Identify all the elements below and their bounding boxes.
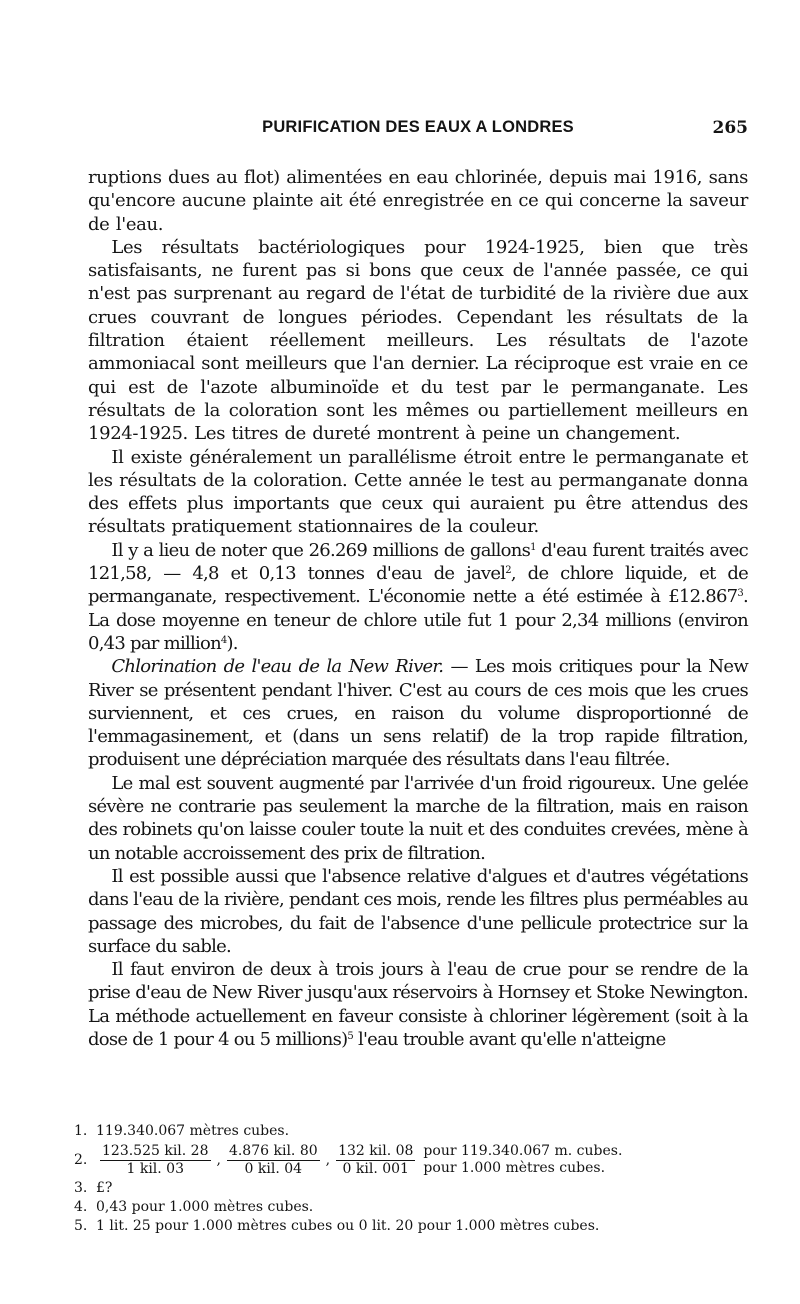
fraction-units	[423, 1143, 622, 1177]
units-upper: pour 119.340.067 m. cubes.	[423, 1143, 623, 1159]
footnote-number: 2.	[74, 1151, 88, 1168]
fraction-denominator: 1 kil. 03	[126, 1160, 184, 1177]
fraction-numerator: 132 kil. 08	[338, 1142, 414, 1159]
paragraph-7: Il est possible aussi que l'absence relative d'algues et d'autres végétations dans l'eau de la rivière, pendant ces mois, rende les filtres plus perméables au passage des microbes, du fait de l'absence d'une pellicule protectrice sur la surface du sable.	[88, 865, 748, 957]
footnote-number: 4.	[74, 1199, 88, 1215]
comma-separator: ,	[325, 1151, 331, 1168]
units-lower: pour 1.000 mètres cubes.	[423, 1160, 606, 1176]
fraction-denominator: 0 kil. 001	[342, 1160, 409, 1177]
paragraph-4-text-c: , de chlore liquide, et de permanganate, respectivement. L'économie nette a été estimée à £12.867	[88, 563, 748, 608]
footnote-text: 1 lit. 25 pour 1.000 mètres cubes ou 0 lit. 20 pour 1.000 mètres cubes.	[96, 1218, 600, 1234]
paragraph-2: Les résultats bactériologiques pour 1924-1925, bien que très satisfaisants, ne furent pas si bons que ceux de l'année passée, ce qui n'est pas surprenant au regard de l'état de turbidité de la rivière due aux crues couvrant de longues périodes. Cependant les résultats de la filtration étaient réellement meilleurs. Les résultats de l'azote ammoniacal sont meilleurs que l'an dernier. La réciproque est vraie en ce qui est de l'azote albuminoïde et du test par le permanganate. Les résultats de la coloration sont les mêmes ou partiellement meilleurs en 1924-1925. Les titres de dureté montrent à peine un changement.	[88, 236, 748, 445]
footnote-text: £?	[96, 1180, 113, 1196]
running-title: PURIFICATION DES EAUX A LONDRES	[262, 118, 574, 136]
paragraph-8	[88, 958, 748, 1051]
paragraph-3: Il existe généralement un parallélisme étroit entre le permanganate et les résultats de la coloration. Cette année le test au permanganate donna des effets plus importants que ceux qui auraient pu être attendus des résultats pratiquement stationnaires de la couleur.	[88, 446, 748, 538]
fraction-numerator: 4.876 kil. 80	[228, 1142, 318, 1159]
footnote-5	[74, 1217, 754, 1236]
paragraph-8-text-b: l'eau trouble avant qu'elle n'atteigne	[352, 1028, 666, 1050]
page-header	[88, 118, 748, 142]
footnote-ref-5: 5	[347, 1030, 353, 1042]
paragraph-4-text-b: d'eau furent traités avec 121,58, — 4,8 et 0,13 tonnes d'eau de javel	[88, 539, 748, 585]
fraction-3	[336, 1143, 415, 1178]
paragraph-5-text: — Les mois critiques pour la New River se présentent pendant l'hiver. C'est au cours de ces mois que les crues surviennent, et ces crues, en raison du volume disproportionné de l'emmagasinement, et (dans un sens relatif) de la trop rapide filtration, produisent une dépréciation marquée des résultats dans l'eau filtrée.	[88, 656, 748, 771]
footnote-ref-4: 4	[220, 634, 227, 646]
footnote-1	[74, 1122, 754, 1141]
footnote-text: 119.340.067 mètres cubes.	[96, 1123, 290, 1139]
footnote-text: 0,43 pour 1.000 mètres cubes.	[96, 1199, 314, 1215]
footnote-2	[74, 1141, 754, 1179]
fraction-2	[227, 1143, 320, 1178]
comma-separator: ,	[216, 1151, 221, 1168]
footnote-3	[74, 1179, 754, 1198]
fraction-1	[100, 1143, 211, 1178]
footnote-4	[74, 1198, 754, 1217]
paragraph-6: Le mal est souvent augmenté par l'arrivée d'un froid rigoureux. Une gelée sévère ne contrarie pas seulement la marche de la filtration, mais en raison des robinets qu'on laisse couler toute la nuit et des conduites crevées, mène à un notable accroissement des prix de filtration.	[88, 772, 748, 864]
paragraph-4	[88, 539, 748, 655]
footnote-number: 1.	[74, 1123, 88, 1139]
footnotes	[74, 1122, 754, 1236]
section-heading: Chlorination de l'eau de la New River.	[111, 656, 444, 678]
footnote-number: 3.	[74, 1180, 88, 1196]
paragraph-1: ruptions dues au flot) alimentées en eau chlorinée, depuis mai 1916, sans qu'encore aucune plainte ait été enregistrée en ce qui concerne la saveur de l'eau.	[88, 167, 748, 235]
fraction-denominator: 0 kil. 04	[244, 1160, 303, 1177]
page-number: 265	[712, 118, 748, 138]
footnote-ref-3: 3	[737, 588, 744, 600]
body-text	[88, 166, 748, 1051]
paragraph-4-text-a: Il y a lieu de noter que 26.269 millions de gallons	[111, 539, 531, 561]
footnote-ref-1: 1	[530, 541, 536, 553]
footnote-ref-2: 2	[505, 565, 511, 577]
fraction-numerator: 123.525 kil. 28	[102, 1142, 209, 1159]
paragraph-4-text-e: ).	[226, 632, 238, 654]
footnote-number: 5.	[74, 1218, 88, 1234]
paragraph-8-text-a: Il faut environ de deux à trois jours à l'eau de crue pour se rendre de la prise d'eau de New River jusqu'aux réservoirs à Hornsey et Stoke Newington. La méthode actuellement en faveur consiste à chloriner légèrement (soit à la dose de 1 pour 4 ou 5 millions)	[88, 959, 748, 1050]
paragraph-5	[88, 655, 748, 771]
paragraph-4-text-d: . La dose moyenne en teneur de chlore utile fut 1 pour 2,34 millions (environ 0,43 par million	[88, 586, 748, 654]
